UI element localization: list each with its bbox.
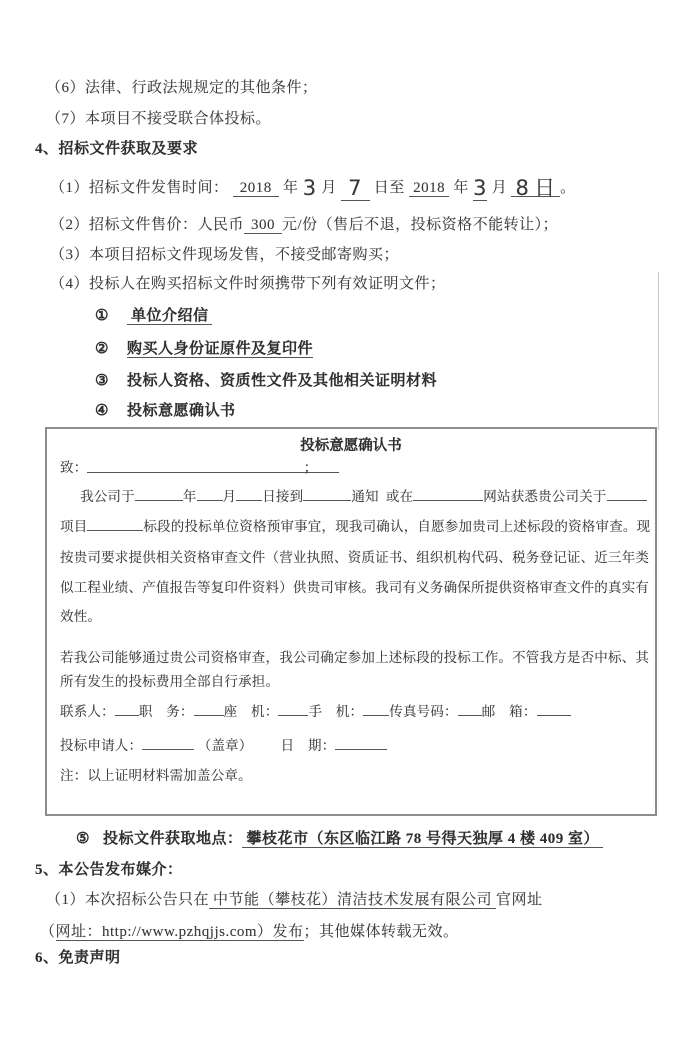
confirm-to-label: 致： (60, 460, 88, 475)
cert-item-4-num: ④ (95, 403, 109, 419)
onsite-sale-item: （3）本项目招标文件现场发售，不接受邮寄购买； (50, 247, 400, 263)
bid-confirmation-form-box (45, 427, 657, 816)
p1l2-t2: 标段的投标单位资格预审事宜，现我司确认，自愿参加贵司上述标段的资格审查。现 (143, 519, 651, 534)
contact-email-label: 邮 箱： (481, 704, 537, 719)
confirm-contact-line (60, 701, 642, 720)
confirm-paragraph2-line1: 若我公司能够通过贵公司资格审查，我公司确定参加上述标段的投标工作。不管我方是否中标、其 (60, 650, 650, 665)
confirm-paragraph1-line5: 效性。 (60, 609, 102, 624)
cert-item-4-text: 投标意愿确认书 (126, 403, 236, 419)
sale-time-month1-unit: 月 (321, 180, 337, 196)
media-line1-post: 官网址 (496, 892, 543, 908)
sale-time-year1: 2018 (233, 180, 279, 197)
condition-item-7: （7）本项目不接受联合体投标。 (46, 111, 272, 127)
sale-time-line (50, 178, 576, 198)
section4-heading: 4、招标文件获取及要求 (35, 141, 199, 157)
cert-item-1-text: 单位介绍信 (127, 308, 213, 325)
p1l1-t3: 月 (222, 489, 237, 504)
section6-heading: 6、免责声明 (35, 950, 121, 966)
confirm-paragraph1-line4: 似工程业绩、产值报告等复印件资料）供贵司审核。我司有义务确保所提供资格审查文件的真实有 (60, 580, 650, 595)
confirm-box-title: 投标意愿确认书 (300, 438, 402, 454)
confirm-to-semicolon: ； (303, 460, 318, 475)
confirm-to-line (60, 458, 642, 477)
cert-item-1-num: ① (95, 308, 109, 324)
scan-artifact-line (658, 272, 659, 430)
media-line-1 (46, 890, 543, 910)
price-line (50, 215, 558, 235)
p1l1-t1: 我公司于 (80, 489, 135, 504)
sale-time-month2-unit: 月 (491, 180, 508, 196)
confirm-paragraph1-line1 (80, 486, 642, 505)
contact-landline-label: 座 机： (223, 704, 279, 719)
applicant-seal-label: （盖章） (197, 738, 253, 753)
confirm-paragraph1-line3: 按贵司要求提供相关资格审查文件（营业执照、资质证书、组织机构代码、税务登记证、近三年类 (60, 550, 650, 565)
media-line-2 (40, 922, 459, 942)
media-line2-pre: （ (40, 924, 56, 940)
required-documents-item: （4）投标人在购买招标文件时须携带下列有效证明文件； (50, 276, 446, 292)
price-pre: （2）招标文件售价：人民币 (50, 217, 245, 233)
p1l2-t1: 项目 (60, 519, 88, 534)
contact-title-label: 职 务： (138, 704, 194, 719)
p1l1-t5: 通知 (351, 489, 379, 504)
price-post: 元/份（售后不退，投标资格不能转让）； (282, 217, 559, 233)
media-line1-pre: （1）本次招标公告只在 (46, 892, 210, 908)
cert-item-2-num: ② (95, 341, 109, 357)
sale-time-year2-unit: 年 (453, 180, 469, 196)
sale-time-day2-unit: 日 (534, 176, 557, 200)
media-line2-post: ；其他媒体转载无效。 (303, 924, 459, 940)
sale-time-day2: 8 (515, 176, 530, 200)
cert-item-2-text: 购买人身份证原件及复印件 (126, 341, 313, 357)
sale-time-month2: 3 (473, 176, 488, 200)
condition-item-6: （6）法律、行政法规规定的其他条件； (46, 80, 318, 96)
sale-time-to: 日至 (373, 180, 405, 196)
sale-time-day2-group (511, 176, 560, 200)
confirm-paragraph1-line2 (60, 516, 651, 535)
sale-time-month1: 3 (302, 176, 318, 200)
applicant-label: 投标申请人： (60, 738, 143, 753)
media-line1-company: 中节能（攀枝花）清洁技术发展有限公司 (209, 892, 496, 909)
confirm-to-blank (87, 458, 339, 473)
obtain-location-label: 投标文件获取地点： (102, 831, 243, 847)
obtain-location-value: 攀枝花市（东区临江路 78 号得天独厚 4 楼 409 室） (242, 831, 603, 848)
cert-item-1 (95, 306, 212, 326)
obtain-location-item (76, 829, 603, 849)
contact-name-label: 联系人： (60, 704, 115, 719)
sale-time-year1-unit: 年 (283, 180, 299, 196)
p1l1-t7: 网站获悉贵公司关于 (483, 489, 607, 504)
contact-fax-label: 传真号码： (389, 704, 458, 719)
cert-item-3-num: ③ (95, 373, 109, 389)
p1l1-t2: 年 (182, 489, 197, 504)
applicant-date-label: 日 期： (280, 738, 336, 753)
confirm-note-line: 注：以上证明材料需加盖公章。 (60, 768, 252, 783)
confirm-paragraph2-line2: 所有发生的投标费用全部自行承担。 (60, 674, 280, 689)
contact-mobile-label: 手 机： (308, 704, 364, 719)
cert-item-3 (95, 371, 437, 391)
cert-item-2 (95, 339, 313, 359)
sale-time-label: （1）招标文件发售时间： (50, 180, 229, 196)
sale-time-day1: 7 (341, 176, 369, 201)
cert-item-3-text: 投标人资格、资质性文件及其他相关证明材料 (126, 373, 437, 389)
sale-time-year2: 2018 (409, 180, 449, 197)
p1l1-t6: 或在 (385, 489, 414, 504)
obtain-location-num: ⑤ (76, 831, 90, 847)
cert-item-4 (95, 401, 235, 421)
price-amount: 300 (244, 217, 282, 234)
section5-heading: 5、本公告发布媒介： (35, 862, 183, 878)
confirm-applicant-line (60, 735, 642, 754)
media-line2-url: 网址：http://www.pzhqjjs.com）发布 (55, 924, 304, 940)
p1l1-t4: 日接到 (262, 489, 304, 504)
sale-time-period: 。 (560, 180, 576, 196)
